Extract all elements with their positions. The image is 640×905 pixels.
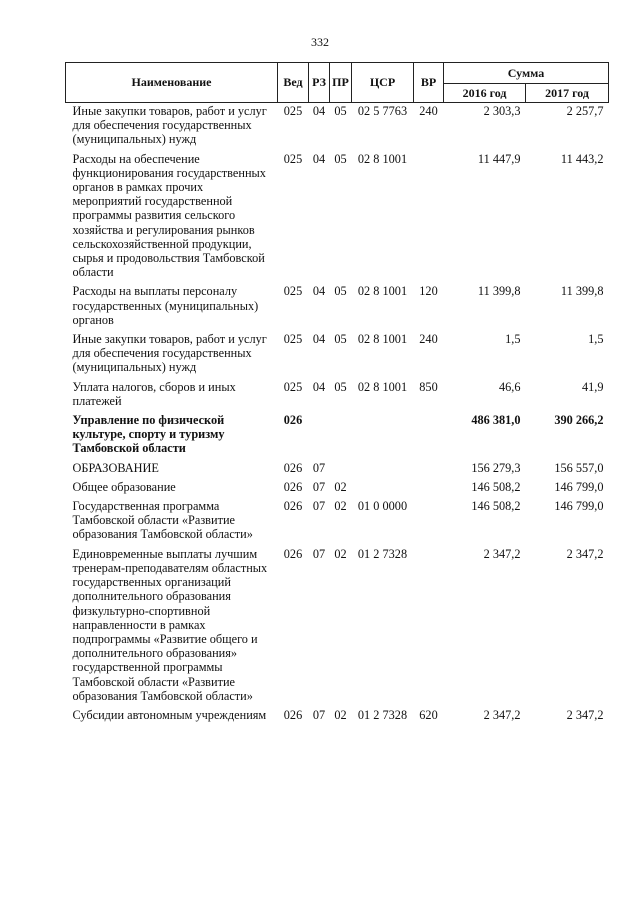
row-name: ОБРАЗОВАНИЕ: [72, 460, 159, 475]
row-pr: [330, 461, 352, 480]
table-row: [66, 284, 609, 332]
row-sum-2016: 146 508,2: [471, 499, 521, 514]
header-name: Наименование: [66, 63, 278, 103]
row-csr: 02 5 7763: [357, 104, 408, 118]
row-vr: [414, 480, 444, 499]
row-pr: 02: [334, 546, 347, 561]
row-vr: [414, 152, 444, 285]
row-name: Субсидии автономным учреждениям: [72, 707, 267, 722]
row-sum-2016: 1,5: [505, 332, 521, 347]
table-row: [66, 413, 609, 461]
row-rz: 07: [312, 546, 326, 561]
row-ved: 026: [283, 460, 303, 475]
row-csr: 01 2 7328: [357, 707, 408, 722]
page-number: 332: [311, 35, 329, 49]
table-row: [66, 708, 609, 727]
table-row: [66, 480, 609, 499]
row-sum-2017: 41,9: [581, 379, 604, 394]
row-vr: [414, 547, 444, 708]
row-csr: 02 8 1001: [357, 284, 408, 299]
row-ved: 026: [283, 479, 303, 494]
row-vr: 240: [419, 104, 438, 118]
row-sum-2016: 46,6: [498, 379, 521, 394]
header-vr: ВР: [414, 63, 444, 103]
row-vr: 620: [419, 707, 438, 722]
table-row: [66, 461, 609, 480]
row-csr: 02 8 1001: [357, 151, 408, 166]
header-csr: ЦСР: [352, 63, 414, 103]
row-sum-2016: 146 508,2: [471, 479, 521, 494]
row-name: Расходы на обеспечение функционирования государственных органов в рамках прочих мероприятий государственной программы развития сельского хозяйства и регулирования рынков сельскохозяйственной продукции, сырья и продовольствия Тамбовской области: [72, 151, 266, 280]
row-rz: 07: [312, 499, 326, 514]
row-sum-2017: 11 443,2: [560, 151, 604, 166]
row-vr: [414, 461, 444, 480]
row-ved: 025: [283, 379, 303, 394]
row-sum-2017: 390 266,2: [554, 413, 604, 428]
row-ved: 026: [283, 413, 303, 428]
header-rz: РЗ: [309, 63, 330, 103]
row-vr: 120: [419, 284, 438, 299]
row-rz: 04: [312, 332, 326, 347]
row-pr: 05: [334, 104, 347, 118]
table-row: [66, 547, 609, 708]
header-pr: ПР: [330, 63, 352, 103]
row-rz: 04: [312, 379, 326, 394]
row-csr: 01 0 0000: [357, 499, 408, 514]
table-row: [66, 103, 609, 152]
row-sum-2016: 2 347,2: [483, 707, 521, 722]
row-sum-2017: 146 799,0: [554, 499, 604, 514]
row-pr: 02: [334, 499, 347, 514]
row-name: Иные закупки товаров, работ и услуг для обеспечения государственных (муниципальных) нужд: [72, 332, 267, 375]
row-rz: 04: [312, 104, 326, 118]
row-vr: 850: [419, 379, 438, 394]
row-sum-2016: 486 381,0: [471, 413, 521, 428]
row-sum-2016: 2 303,3: [483, 104, 521, 118]
row-pr: 05: [334, 151, 347, 166]
header-year-2017: 2017 год: [526, 84, 609, 103]
row-pr: 05: [334, 379, 347, 394]
table-row: [66, 499, 609, 547]
row-csr: 02 8 1001: [357, 379, 408, 394]
row-sum-2016: 156 279,3: [471, 460, 521, 475]
row-pr: 05: [334, 332, 347, 347]
row-csr: [352, 461, 414, 480]
row-ved: 025: [283, 151, 303, 166]
row-csr: [352, 480, 414, 499]
row-ved: 025: [283, 332, 303, 347]
row-name: Уплата налогов, сборов и иных платежей: [72, 379, 236, 408]
row-rz: 07: [312, 460, 326, 475]
row-ved: 026: [283, 499, 303, 514]
table-row: [66, 332, 609, 380]
row-ved: 026: [283, 546, 303, 561]
row-pr: 02: [334, 707, 347, 722]
row-ved: 025: [283, 104, 303, 118]
row-sum-2017: 156 557,0: [554, 460, 604, 475]
row-name: Государственная программа Тамбовской области «Развитие образования Тамбовской области»: [72, 499, 253, 542]
row-rz: 04: [312, 151, 326, 166]
row-name: Расходы на выплаты персоналу государственных (муниципальных) органов: [72, 284, 259, 327]
row-name: Общее образование: [72, 479, 176, 494]
header-sum: Сумма: [444, 63, 609, 84]
row-sum-2017: 2 257,7: [566, 104, 604, 118]
row-sum-2016: 11 447,9: [477, 151, 521, 166]
row-sum-2016: 2 347,2: [483, 546, 521, 561]
table-row: [66, 380, 609, 413]
header-year-2016: 2016 год: [444, 84, 526, 103]
row-csr: 01 2 7328: [357, 546, 408, 561]
row-csr: 02 8 1001: [357, 332, 408, 347]
row-pr: 05: [334, 284, 347, 299]
row-ved: 026: [283, 707, 303, 722]
row-name: Иные закупки товаров, работ и услуг для обеспечения государственных (муниципальных) нужд: [72, 104, 267, 147]
row-rz: 04: [312, 284, 326, 299]
header-ved: Вед: [278, 63, 309, 103]
row-vr: [414, 413, 444, 461]
row-sum-2017: 2 347,2: [566, 546, 604, 561]
row-vr: [414, 499, 444, 547]
row-rz: [309, 413, 330, 461]
row-pr: [330, 413, 352, 461]
table-row: [66, 152, 609, 285]
row-sum-2017: 146 799,0: [554, 479, 604, 494]
row-sum-2017: 2 347,2: [566, 707, 604, 722]
table-header: [66, 63, 609, 103]
row-sum-2017: 1,5: [588, 332, 604, 347]
row-name: Управление по физической культуре, спорту и туризму Тамбовской области: [72, 413, 225, 456]
row-vr: 240: [419, 332, 438, 347]
table-body: [66, 103, 609, 728]
row-rz: 07: [312, 479, 326, 494]
row-sum-2017: 11 399,8: [560, 284, 604, 299]
row-pr: 02: [334, 479, 347, 494]
row-ved: 025: [283, 284, 303, 299]
budget-table: [65, 62, 609, 727]
row-csr: [352, 413, 414, 461]
row-rz: 07: [312, 707, 326, 722]
row-sum-2016: 11 399,8: [477, 284, 521, 299]
row-name: Единовременные выплаты лучшим тренерам-преподавателям областных государственных организаций дополнительного образования физкультурно-спортивной направленности в рамках подпрограммы «Развитие общего и дополнительного образования» государственной программы Тамбовской области «Развитие образования Тамбовской области»: [72, 546, 268, 703]
